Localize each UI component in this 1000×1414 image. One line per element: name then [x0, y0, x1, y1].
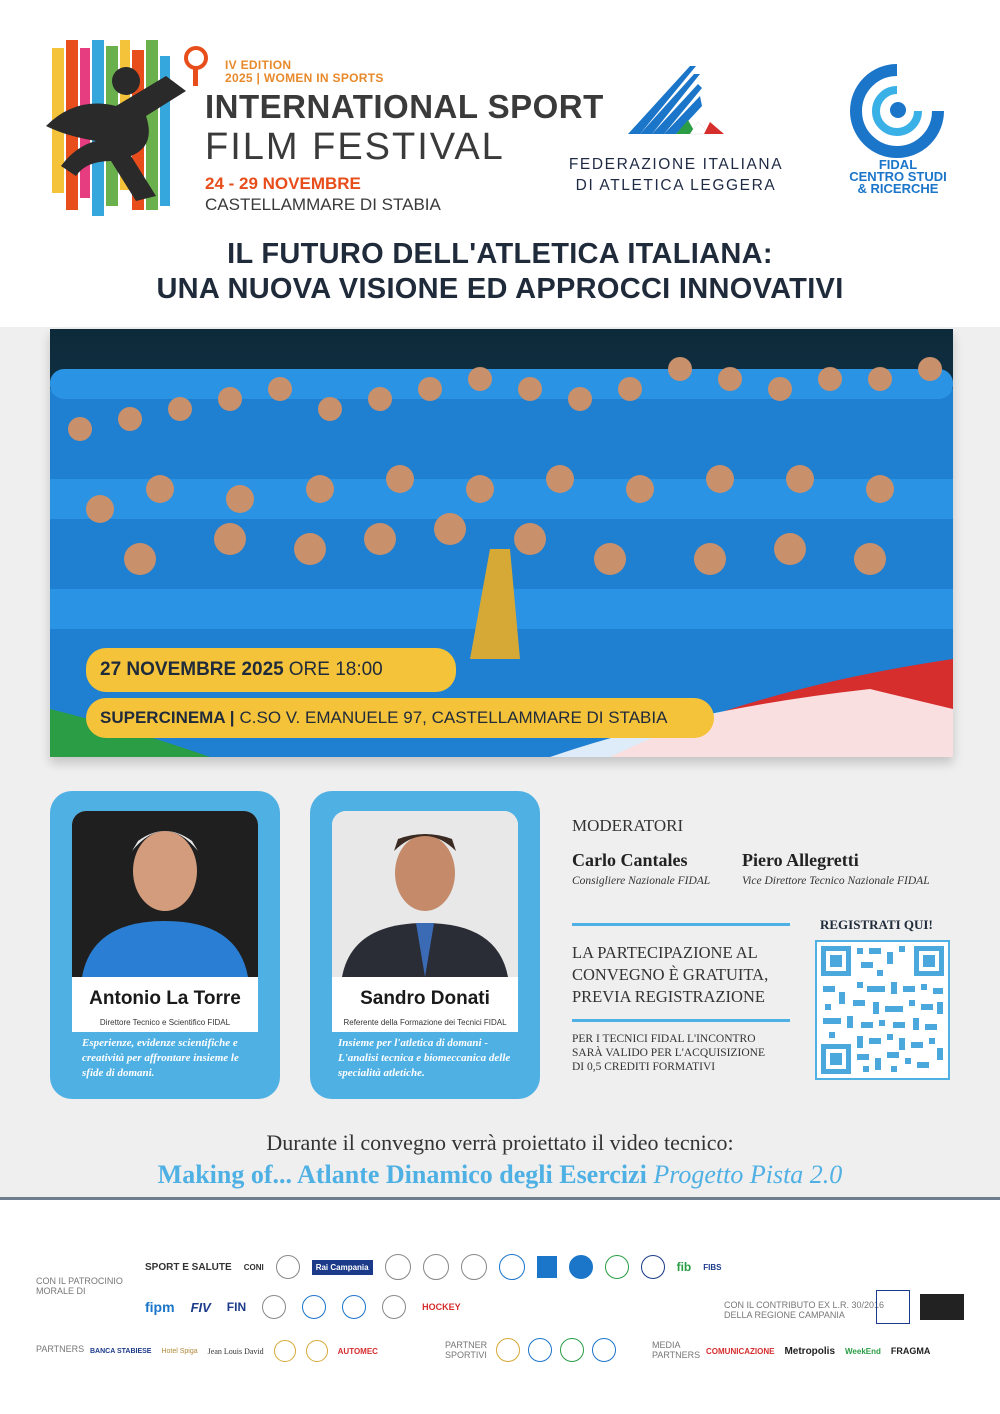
centro-studi-line2: CENTRO STUDI [849, 169, 947, 184]
credits-line-3: DI 0,5 CREDITI FORMATIVI [572, 1061, 716, 1073]
centro-studi-line3: & RICERCHE [857, 181, 939, 196]
seal-logo-1 [385, 1254, 411, 1280]
event-venue-pill [86, 698, 714, 738]
moderators-label: MODERATORI [572, 816, 684, 835]
federation-logo-2 [605, 1255, 629, 1279]
partner-sportivi-label [445, 1340, 487, 1360]
moderator-role-2: Vice Direttore Tecnico Nazionale FIDAL [742, 875, 930, 887]
hotel-spiga-logo: Hotel Spiga [161, 1347, 198, 1355]
patronage-label-1: CON IL PATROCINIO [36, 1276, 123, 1286]
media-partners-line-1: MEDIA [652, 1340, 681, 1350]
sport-club-logo-2 [528, 1338, 552, 1362]
video-subtitle: Progetto Pista 2.0 [653, 1160, 843, 1189]
cycling-logo [342, 1295, 366, 1319]
speaker-role-1: Direttore Tecnico e Scientifico FIDAL [99, 1018, 231, 1027]
fidal-logo [620, 62, 730, 142]
festival-title: INTERNATIONAL SPORT [205, 88, 604, 125]
regione-campania-logo [876, 1290, 910, 1324]
seal-logo-6 [302, 1295, 326, 1319]
speaker-description-2: Insieme per l'atletica di domani - L'analisi tecnica e biomeccanica delle specialità atletiche. [338, 1037, 511, 1079]
comunicazione-logo: COMUNICAZIONE [706, 1346, 775, 1356]
coni-logo: CONI [243, 1262, 264, 1272]
patronage-logos-row2 [145, 1294, 645, 1320]
centro-studi-line1: FIDAL [878, 157, 918, 172]
partner-seal-1 [274, 1340, 296, 1362]
media-partners-label [652, 1340, 700, 1360]
partner-sportivi-logos [496, 1336, 626, 1364]
speaker-role-2: Referente della Formazione dei Tecnici FIDAL [343, 1018, 507, 1027]
partner-sportivi-line-1: PARTNER [445, 1340, 488, 1350]
seal-logo-5 [262, 1295, 286, 1319]
event-venue-name: SUPERCINEMA | [100, 708, 235, 727]
team-photo [50, 329, 953, 757]
fidal-name-line2: DI ATLETICA LEGGERA [575, 177, 777, 194]
divider-rule-2 [572, 1019, 790, 1022]
fibs-logo: FIBS [703, 1262, 722, 1272]
federation-logo-3 [641, 1255, 665, 1279]
fin-logo: FIN [226, 1300, 247, 1314]
patronage-label [36, 1276, 123, 1296]
seal-logo-3 [461, 1254, 487, 1280]
fib-logo: fib [676, 1260, 692, 1274]
divider-rule-1 [572, 923, 790, 926]
sport-club-logo-1 [496, 1338, 520, 1362]
video-title-line [0, 1160, 1000, 1190]
credits-line-2: SARÀ VALIDO PER L'ACQUISIZIONE [572, 1047, 766, 1059]
festival-city: CASTELLAMMARE DI STABIA [205, 195, 441, 214]
media-partners-logos [706, 1338, 966, 1364]
festival-subtitle: FILM FESTIVAL [205, 126, 505, 168]
speaker-photo-2 [332, 811, 518, 977]
event-date-pill [86, 648, 456, 692]
speaker-name-1: Antonio La Torre [89, 988, 241, 1009]
rai-campania-logo: Rai Campania [312, 1260, 373, 1275]
headline-line2: UNA NUOVA VISIONE ED APPROCCI INNOVATIVI [156, 273, 844, 305]
festival-dates: 24 - 29 NOVEMBRE [205, 174, 361, 193]
registration-qr-code[interactable] [815, 940, 950, 1080]
banca-stabiese-logo: BANCA STABIESE [90, 1347, 152, 1355]
patronage-logos-row1 [145, 1252, 965, 1282]
free-line-3: PREVIA REGISTRAZIONE [572, 987, 765, 1006]
seal-logo-4 [499, 1254, 525, 1280]
event-date: 27 NOVEMBRE 2025 [100, 659, 284, 680]
partners-label: PARTNERS [36, 1344, 85, 1354]
aci-logo [382, 1295, 406, 1319]
registration-credits-text [572, 1032, 802, 1074]
register-cta: REGISTRATI QUI! [820, 917, 933, 932]
registration-free-text [572, 942, 802, 1008]
hockey-logo: HOCKEY [422, 1302, 461, 1312]
free-line-1: LA PARTECIPAZIONE AL [572, 943, 758, 962]
video-intro: Durante il convegno verrà proiettato il video tecnico: [266, 1130, 734, 1155]
sport-club-logo-4 [592, 1338, 616, 1362]
speaker-name-2: Sandro Donati [360, 988, 490, 1009]
federation-logo-1 [569, 1255, 593, 1279]
footer-divider [0, 1197, 1000, 1200]
partners-logos [90, 1338, 420, 1364]
festival-edition-theme: 2025 | WOMEN IN SPORTS [225, 71, 384, 85]
event-time: ORE 18:00 [288, 659, 383, 680]
partner-sportivi-line-2: SPORTIVI [445, 1350, 487, 1360]
event-venue-address: C.SO V. EMANUELE 97, CASTELLAMMARE DI STABIA [239, 708, 668, 727]
festival-edition: IV EDITION [225, 58, 292, 72]
fiv-logo: FIV [190, 1299, 211, 1315]
fidal-name-line1: FEDERAZIONE ITALIANA [568, 156, 784, 173]
sport-e-salute-logo: SPORT E SALUTE [145, 1261, 232, 1273]
moderator-name-1: Carlo Cantales [572, 850, 688, 870]
centro-studi-logo [850, 64, 944, 158]
seal-logo-2 [423, 1254, 449, 1280]
cip-logo [276, 1255, 300, 1279]
headline-line1: IL FUTURO DELL'ATLETICA ITALIANA: [227, 238, 773, 270]
contribution-line-1: CON IL CONTRIBUTO EX L.R. 30/2016 [724, 1300, 885, 1310]
patronage-label-2: MORALE DI [36, 1286, 86, 1296]
metropolis-logo: Metropolis [784, 1345, 836, 1357]
film-commission-logo [920, 1294, 964, 1320]
fipm-logo: fipm [145, 1299, 175, 1315]
speaker-description-1: Esperienze, evidenze scientifiche e creatività per affrontare insieme le sfide di domani. [82, 1037, 239, 1079]
credits-line-1: PER I TECNICI FIDAL L'INCONTRO [572, 1033, 756, 1045]
weekend-logo: WeekEnd [845, 1346, 881, 1356]
moderator-name-2: Piero Allegretti [742, 850, 859, 870]
fidal-small-logo [537, 1256, 557, 1278]
moderator-role-1: Consigliere Nazionale FIDAL [572, 875, 711, 887]
contribution-line-2: DELLA REGIONE CAMPANIA [724, 1310, 845, 1320]
jean-louis-david-logo: Jean Louis David [207, 1346, 264, 1356]
automec-logo: AUTOMEC [337, 1346, 378, 1356]
fragma-logo: FRAGMA [890, 1346, 931, 1356]
speaker-photo-1 [72, 811, 258, 977]
free-line-2: CONVEGNO È GRATUITA, [572, 965, 769, 984]
festival-logo [36, 36, 216, 216]
sport-club-logo-3 [560, 1338, 584, 1362]
partner-seal-2 [306, 1340, 328, 1362]
contribution-label [724, 1300, 884, 1320]
video-title: Making of... Atlante Dinamico degli Esercizi [157, 1160, 647, 1189]
media-partners-line-2: PARTNERS [652, 1350, 701, 1360]
